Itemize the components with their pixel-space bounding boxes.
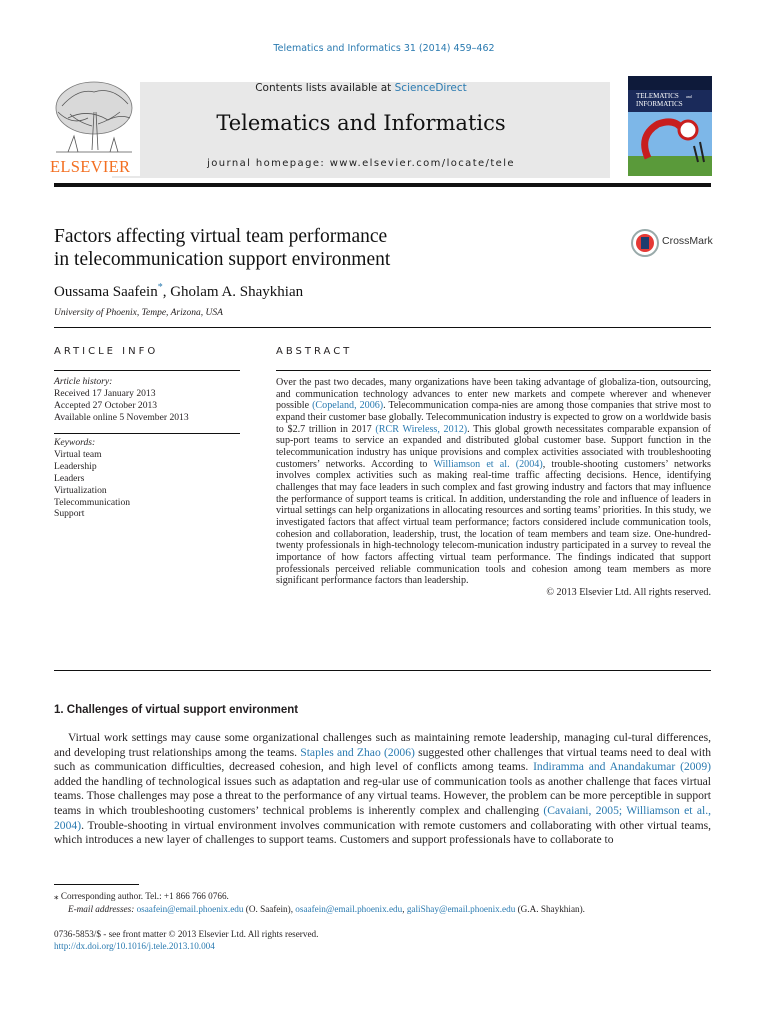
keyword: Telecommunication xyxy=(54,496,131,508)
crossmark-badge[interactable] xyxy=(630,228,714,258)
section-heading: 1. Challenges of virtual support environment xyxy=(54,704,299,716)
title-line-1: Factors affecting virtual team performance xyxy=(54,226,388,247)
journal-reference[interactable]: Telematics and Informatics 31 (2014) 459–462 xyxy=(273,43,495,54)
abstract-text xyxy=(276,377,711,598)
article-history xyxy=(54,376,240,424)
contents-line xyxy=(112,82,610,94)
citation-link[interactable]: Indiramma and Anandakumar (2009) xyxy=(533,760,711,774)
email-sep: , xyxy=(402,904,407,914)
keyword: Support xyxy=(54,508,85,520)
article-info-rule xyxy=(54,370,240,371)
corresponding-mark[interactable]: * xyxy=(157,282,163,293)
sciencedirect-link[interactable]: ScienceDirect xyxy=(394,82,467,94)
author-2[interactable]: , Gholam A. Shaykhian xyxy=(162,284,304,300)
citation-link[interactable]: (RCR Wireless, 2012) xyxy=(375,423,468,435)
journal-cover-image[interactable] xyxy=(628,76,712,176)
citation-link[interactable]: Staples and Zhao (2006) xyxy=(300,745,415,759)
body-paragraph xyxy=(54,731,711,848)
history-received: Received 17 January 2013 xyxy=(54,387,156,399)
cover-and: and xyxy=(686,94,692,99)
email-label: E-mail addresses: xyxy=(68,904,137,914)
footnote-emails xyxy=(68,903,585,915)
body-part: added the handling of technological issues such as adaptation and reg-ular use of communication tools as another challenge that faces virtual teams. Those challenges may pose a threat to the performance of any virtual teams. However, the problem can be more perceptible in support teams in which troubleshooting customers’ technical problems is inherently complex and challenging xyxy=(54,774,711,817)
journal-homepage[interactable]: journal homepage: www.elsevier.com/locate/tele xyxy=(207,158,515,169)
issn-line: 0736-5853/$ - see front matter © 2013 Elsevier Ltd. All rights reserved. xyxy=(54,929,319,939)
history-label: Article history: xyxy=(54,376,113,387)
email-owner: (O. Saafein), xyxy=(243,904,296,914)
footnote-text: Corresponding author. Tel.: +1 866 766 0766. xyxy=(58,891,229,901)
crossmark-label: CrossMark xyxy=(662,235,713,247)
keyword: Leadership xyxy=(54,460,97,472)
keywords-rule xyxy=(54,433,240,434)
footnote-corresponding xyxy=(54,890,229,902)
cover-title-1: TELEMATICS xyxy=(636,92,679,100)
abstract-part: . This global growth necessitates comparable expansion of sup-port teams to service an expanded and distributed global customer base. Support function in the telecommunication industry has unique provisions and complex activities associated with troubleshooting customers’ networks. According to xyxy=(276,423,712,470)
abstract-part: Over the past two decades, many organizations have been taking advantage of globaliza-tion, outsourcing, and communication technology advances to enter new markets and compete wherever and whenever possible xyxy=(276,377,711,412)
crossmark-icon xyxy=(630,228,660,258)
abstract-heading: ABSTRACT xyxy=(276,346,353,357)
abstract-part: , trouble-shooting customers’ networks involves complex activities such as making real-time traffic affecting decisions. Hence, identifying challenges that may face leaders in such complex and fast growing industry and factors that may influence the performance of support teams is critical. In addition, understanding the role and influence of leaders in virtual settings can help organizations in allocating resources and sorting teams’ priorities. In this study, we investigated factors that affect virtual team performance; factors considered include communication tools, cohesion and collaboration, leadership, trust, the location of team members and team size. One-hundred-twenty professionals in high-technology telecom-munication industry participated in a survey to reveal the importance of how factors affecting virtual team performance. The findings indicated that support professionals perceived reliable communication tools and cohesion among team members as more significant performance factors than leadership. xyxy=(276,458,711,587)
elsevier-wordmark[interactable]: ELSEVIER xyxy=(50,157,131,176)
email-link[interactable]: osaafein@email.phoenix.edu xyxy=(295,904,403,914)
citation-link[interactable]: (Cavaiani, 2005; Williamson et al., 2004) xyxy=(54,803,712,832)
abstract-bottom-rule xyxy=(54,670,711,671)
footnote-mark: ⁎ xyxy=(54,891,59,901)
body-part: . Trouble-shooting in virtual environment involves communication with remote customers and collaborating with other virtual teams, which introduces a new layer of challenges to support teams. Customers and support professionals have to collaborate to xyxy=(54,818,711,847)
history-accepted: Accepted 27 October 2013 xyxy=(54,399,158,411)
keyword: Virtualization xyxy=(54,484,107,496)
body-part: Virtual work settings may cause some organizational challenges such as maintaining remote leadership, managing cul-tural differences, and developing trust relationships among the teams. xyxy=(54,731,711,759)
abstract-part: . Telecommunication compa-nies are among those companies that strive most to expand their customer base globally. Telecommunication industry is expected to grow on a worldwide basis to $2.7 trillion in 2017 xyxy=(276,400,711,435)
email-link[interactable]: galiShay@email.phoenix.edu xyxy=(406,904,516,914)
affiliation: University of Phoenix, Tempe, Arizona, USA xyxy=(54,308,223,318)
title-line-2: in telecommunication support environment xyxy=(54,249,391,270)
footnote-rule xyxy=(54,884,139,885)
article-info-heading: ARTICLE INFO xyxy=(54,346,159,357)
contents-prefix: Contents lists available at xyxy=(255,82,395,94)
header-rule xyxy=(54,183,711,187)
keyword: Virtual team xyxy=(54,448,102,460)
email-owner: (G.A. Shaykhian). xyxy=(515,904,585,914)
abstract-copyright: © 2013 Elsevier Ltd. All rights reserved. xyxy=(546,586,711,598)
history-online: Available online 5 November 2013 xyxy=(54,411,189,423)
doi-link[interactable]: http://dx.doi.org/10.1016/j.tele.2013.10.004 xyxy=(54,941,215,951)
keywords-label: Keywords: xyxy=(54,437,96,448)
cover-title-2: INFORMATICS xyxy=(636,100,683,108)
keyword: Leaders xyxy=(54,472,85,484)
body-part: suggested other challenges that virtual teams need to deal with such as communication difficulties, decreased cohesion, and high level of conflicts among teams. xyxy=(54,745,711,774)
author-1[interactable]: Oussama Saafein xyxy=(54,284,158,300)
email-link[interactable]: osaafein@email.phoenix.edu xyxy=(136,904,244,914)
citation-link[interactable]: (Copeland, 2006) xyxy=(312,400,384,412)
paper-title xyxy=(54,225,594,271)
authors xyxy=(54,282,303,301)
keywords xyxy=(54,437,240,520)
title-rule xyxy=(54,327,711,328)
citation-link[interactable]: Williamson et al. (2004) xyxy=(433,458,543,470)
journal-title: Telematics and Informatics xyxy=(216,111,506,135)
abstract-rule xyxy=(276,370,711,371)
